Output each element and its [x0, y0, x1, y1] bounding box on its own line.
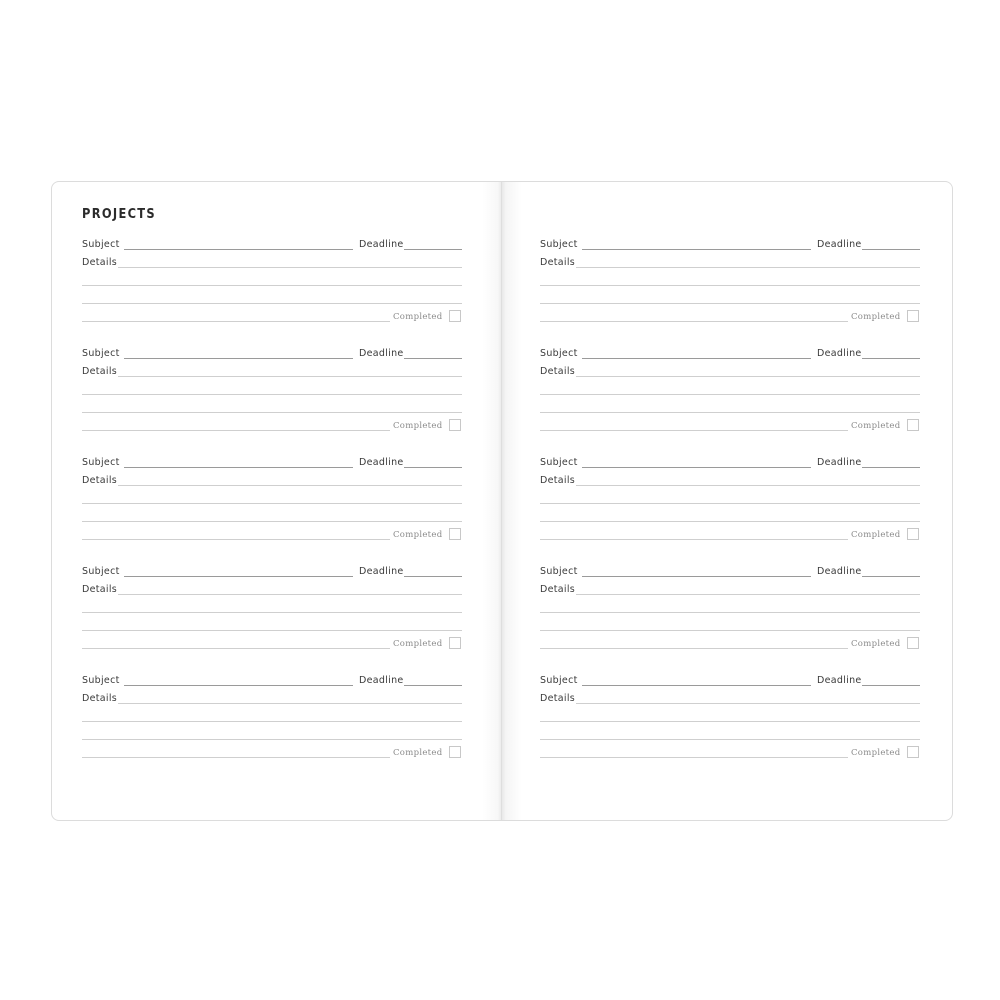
project-entry-left-2 — [82, 291, 462, 431]
completed-label: Completed — [851, 421, 901, 431]
deadline-label: Deadline — [359, 566, 404, 577]
deadline-line[interactable] — [404, 685, 462, 686]
details-line[interactable] — [576, 703, 920, 704]
page-gutter — [482, 182, 522, 820]
deadline-line[interactable] — [404, 249, 462, 250]
deadline-label: Deadline — [817, 566, 862, 577]
subject-label: Subject — [540, 239, 578, 250]
completed-label: Completed — [851, 530, 901, 540]
deadline-line[interactable] — [404, 358, 462, 359]
details-line[interactable] — [82, 612, 462, 613]
completed-label: Completed — [851, 639, 901, 649]
details-line[interactable] — [576, 376, 920, 377]
details-label: Details — [540, 693, 576, 704]
notebook-spread — [51, 181, 953, 821]
deadline-label: Deadline — [817, 239, 862, 250]
page-fold — [501, 182, 502, 820]
project-entry-right-4 — [540, 509, 920, 649]
deadline-line[interactable] — [862, 576, 920, 577]
deadline-label: Deadline — [817, 675, 862, 686]
subject-label: Subject — [82, 457, 120, 468]
deadline-label: Deadline — [359, 348, 404, 359]
details-line[interactable] — [540, 394, 920, 395]
details-line[interactable] — [82, 721, 462, 722]
subject-line[interactable] — [124, 576, 353, 577]
subject-line[interactable] — [582, 685, 811, 686]
completed-checkbox[interactable] — [907, 746, 919, 758]
details-line[interactable] — [540, 612, 920, 613]
page-title: PROJECTS — [82, 207, 156, 222]
deadline-label: Deadline — [359, 239, 404, 250]
completed-label: Completed — [393, 748, 443, 758]
details-line[interactable] — [118, 703, 462, 704]
project-entry-right-1 — [540, 182, 920, 322]
details-line[interactable] — [118, 267, 462, 268]
project-entry-left-5 — [82, 618, 462, 758]
subject-label: Subject — [540, 457, 578, 468]
subject-line[interactable] — [582, 576, 811, 577]
details-line[interactable] — [576, 485, 920, 486]
details-line[interactable] — [118, 594, 462, 595]
deadline-line[interactable] — [404, 576, 462, 577]
details-label: Details — [82, 475, 118, 486]
completed-checkbox[interactable] — [449, 746, 461, 758]
details-label: Details — [540, 475, 576, 486]
subject-line[interactable] — [124, 249, 353, 250]
deadline-label: Deadline — [359, 457, 404, 468]
details-line[interactable] — [82, 503, 462, 504]
completed-label: Completed — [393, 312, 443, 322]
completed-label: Completed — [393, 639, 443, 649]
details-line[interactable] — [540, 739, 920, 740]
subject-line[interactable] — [124, 685, 353, 686]
details-line[interactable] — [82, 739, 462, 740]
details-label: Details — [82, 366, 118, 377]
deadline-line[interactable] — [862, 249, 920, 250]
subject-label: Subject — [82, 348, 120, 359]
subject-label: Subject — [82, 566, 120, 577]
details-label: Details — [82, 584, 118, 595]
completed-label: Completed — [393, 530, 443, 540]
notes-line[interactable] — [82, 757, 390, 758]
completed-label: Completed — [851, 748, 901, 758]
details-line[interactable] — [118, 376, 462, 377]
details-line[interactable] — [540, 285, 920, 286]
details-line[interactable] — [540, 503, 920, 504]
details-line[interactable] — [576, 594, 920, 595]
details-label: Details — [82, 257, 118, 268]
subject-label: Subject — [540, 566, 578, 577]
subject-label: Subject — [540, 348, 578, 359]
details-label: Details — [82, 693, 118, 704]
subject-line[interactable] — [582, 358, 811, 359]
subject-line[interactable] — [582, 467, 811, 468]
deadline-label: Deadline — [817, 457, 862, 468]
details-line[interactable] — [576, 267, 920, 268]
project-entry-left-1 — [82, 182, 462, 322]
deadline-line[interactable] — [862, 467, 920, 468]
subject-line[interactable] — [582, 249, 811, 250]
details-label: Details — [540, 584, 576, 595]
deadline-line[interactable] — [404, 467, 462, 468]
deadline-label: Deadline — [817, 348, 862, 359]
details-line[interactable] — [118, 485, 462, 486]
completed-label: Completed — [393, 421, 443, 431]
details-line[interactable] — [82, 285, 462, 286]
subject-label: Subject — [82, 239, 120, 250]
subject-label: Subject — [82, 675, 120, 686]
subject-line[interactable] — [124, 358, 353, 359]
details-line[interactable] — [82, 394, 462, 395]
completed-label: Completed — [851, 312, 901, 322]
deadline-line[interactable] — [862, 685, 920, 686]
subject-line[interactable] — [124, 467, 353, 468]
subject-label: Subject — [540, 675, 578, 686]
project-entry-left-3 — [82, 400, 462, 540]
details-label: Details — [540, 257, 576, 268]
details-label: Details — [540, 366, 576, 377]
details-line[interactable] — [540, 721, 920, 722]
deadline-label: Deadline — [359, 675, 404, 686]
project-entry-right-3 — [540, 400, 920, 540]
project-entry-right-2 — [540, 291, 920, 431]
deadline-line[interactable] — [862, 358, 920, 359]
project-entry-left-4 — [82, 509, 462, 649]
project-entry-right-5 — [540, 618, 920, 758]
notes-line[interactable] — [540, 757, 848, 758]
